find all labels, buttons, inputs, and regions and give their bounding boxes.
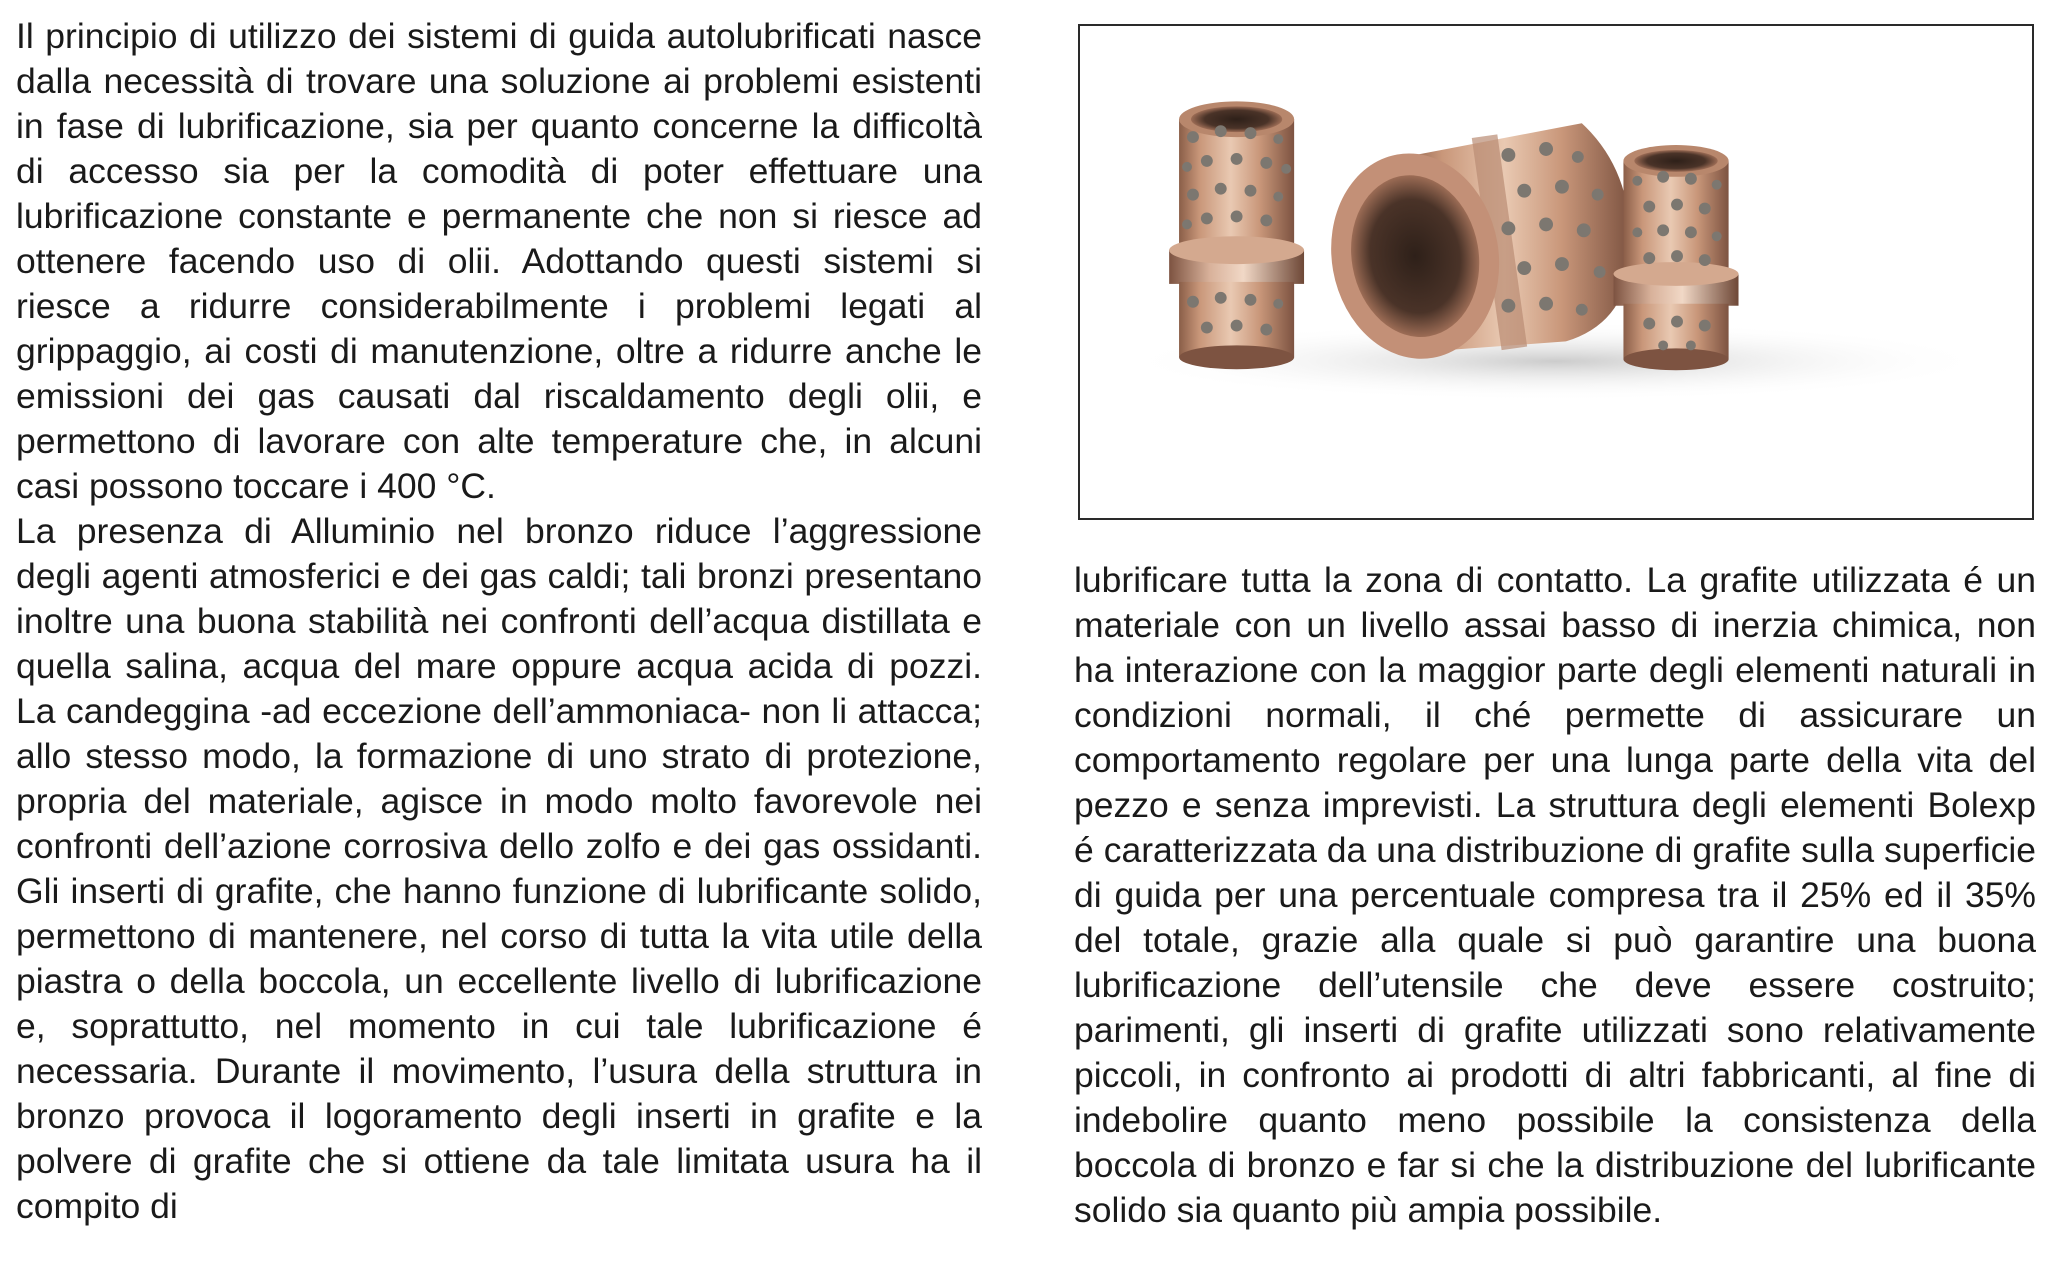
- right-flanged-bushing: [1614, 145, 1739, 370]
- right-text-column: [1074, 558, 2036, 1233]
- self-lubricating-bushings-illustration: [1080, 26, 2032, 518]
- bushings-photo: [1078, 24, 2034, 520]
- paragraph-lubrication-principle: Il principio di utilizzo dei sistemi di guida autolubrificati nasce dalla necessità di trovare una soluzione ai problemi esistenti in fase di lubrificazione, sia per quanto concerne la difficoltà di accesso sia per la comodità di poter effettuare una lubrificazione constante e permanente che non si riesce ad ottenere facendo uso di olii. Adottando questi sistemi si riesce a ridurre considerabilmente i problemi legati al grippaggio, ai costi di manutenzione, oltre a ridurre anche le emissioni dei gas causati dal riscaldamento degli olii, e permettono di lavorare con alte temperature che, in alcuni casi possono toccare i 400 °C.: [16, 16, 982, 506]
- left-text-column: [16, 14, 982, 1229]
- paragraph-graphite-properties: lubrificare tutta la zona di contatto. La grafite utilizzata é un materiale con un livello assai basso di inerzia chimica, non ha interazione con la maggior parte degli elementi naturali in condizioni normali, il ché permette di assicurare un comportamento regolare per una lunga parte della vita del pezzo e senza imprevisti. La struttura degli elementi Bolexp é caratterizzata da una distribuzione di grafite sulla superficie di guida per una percentuale compresa tra il 25% ed il 35% del totale, grazie alla quale si può garantire una buona lubrificazione dell’utensile che deve essere costruito; parimenti, gli inserti di grafite utilizzati sono relativamente piccoli, in confronto ai prodotti di altri fabbricanti, al fine di indebolire quanto meno possibile la consistenza della boccola di bronzo e far si che la distribuzione del lubrificante solido sia quanto più ampia possibile.: [1074, 560, 2036, 1230]
- left-flanged-bushing: [1169, 101, 1304, 369]
- paragraph-aluminium-bronze: La presenza di Alluminio nel bronzo riduce l’aggressione degli agenti atmosferici e dei gas caldi; tali bronzi presentano inoltre una buona stabilità nei confronti dell’acqua distillata e quella salina, acqua del mare oppure acqua acida di pozzi. La candeggina -ad eccezione dell’ammoniaca- non li attacca; allo stesso modo, la formazione di uno strato di protezione, propria del materiale, agisce in modo molto favorevole nei confronti dell’azione corrosiva dello zolfo e dei gas ossidanti. Gli inserti di grafite, che hanno funzione di lubrificante solido, permettono di mantenere, nel corso di tutta la vita utile della piastra o della boccola, un eccellente livello di lubrificazione e, soprattutto, nel momento in cui tale lubrificazione é necessaria. Durante il movimento, l’usura della struttura in bronzo provoca il logoramento degli inserti in grafite e la polvere di grafite che si ottiene da tale limitata usura ha il compito di: [16, 511, 982, 1226]
